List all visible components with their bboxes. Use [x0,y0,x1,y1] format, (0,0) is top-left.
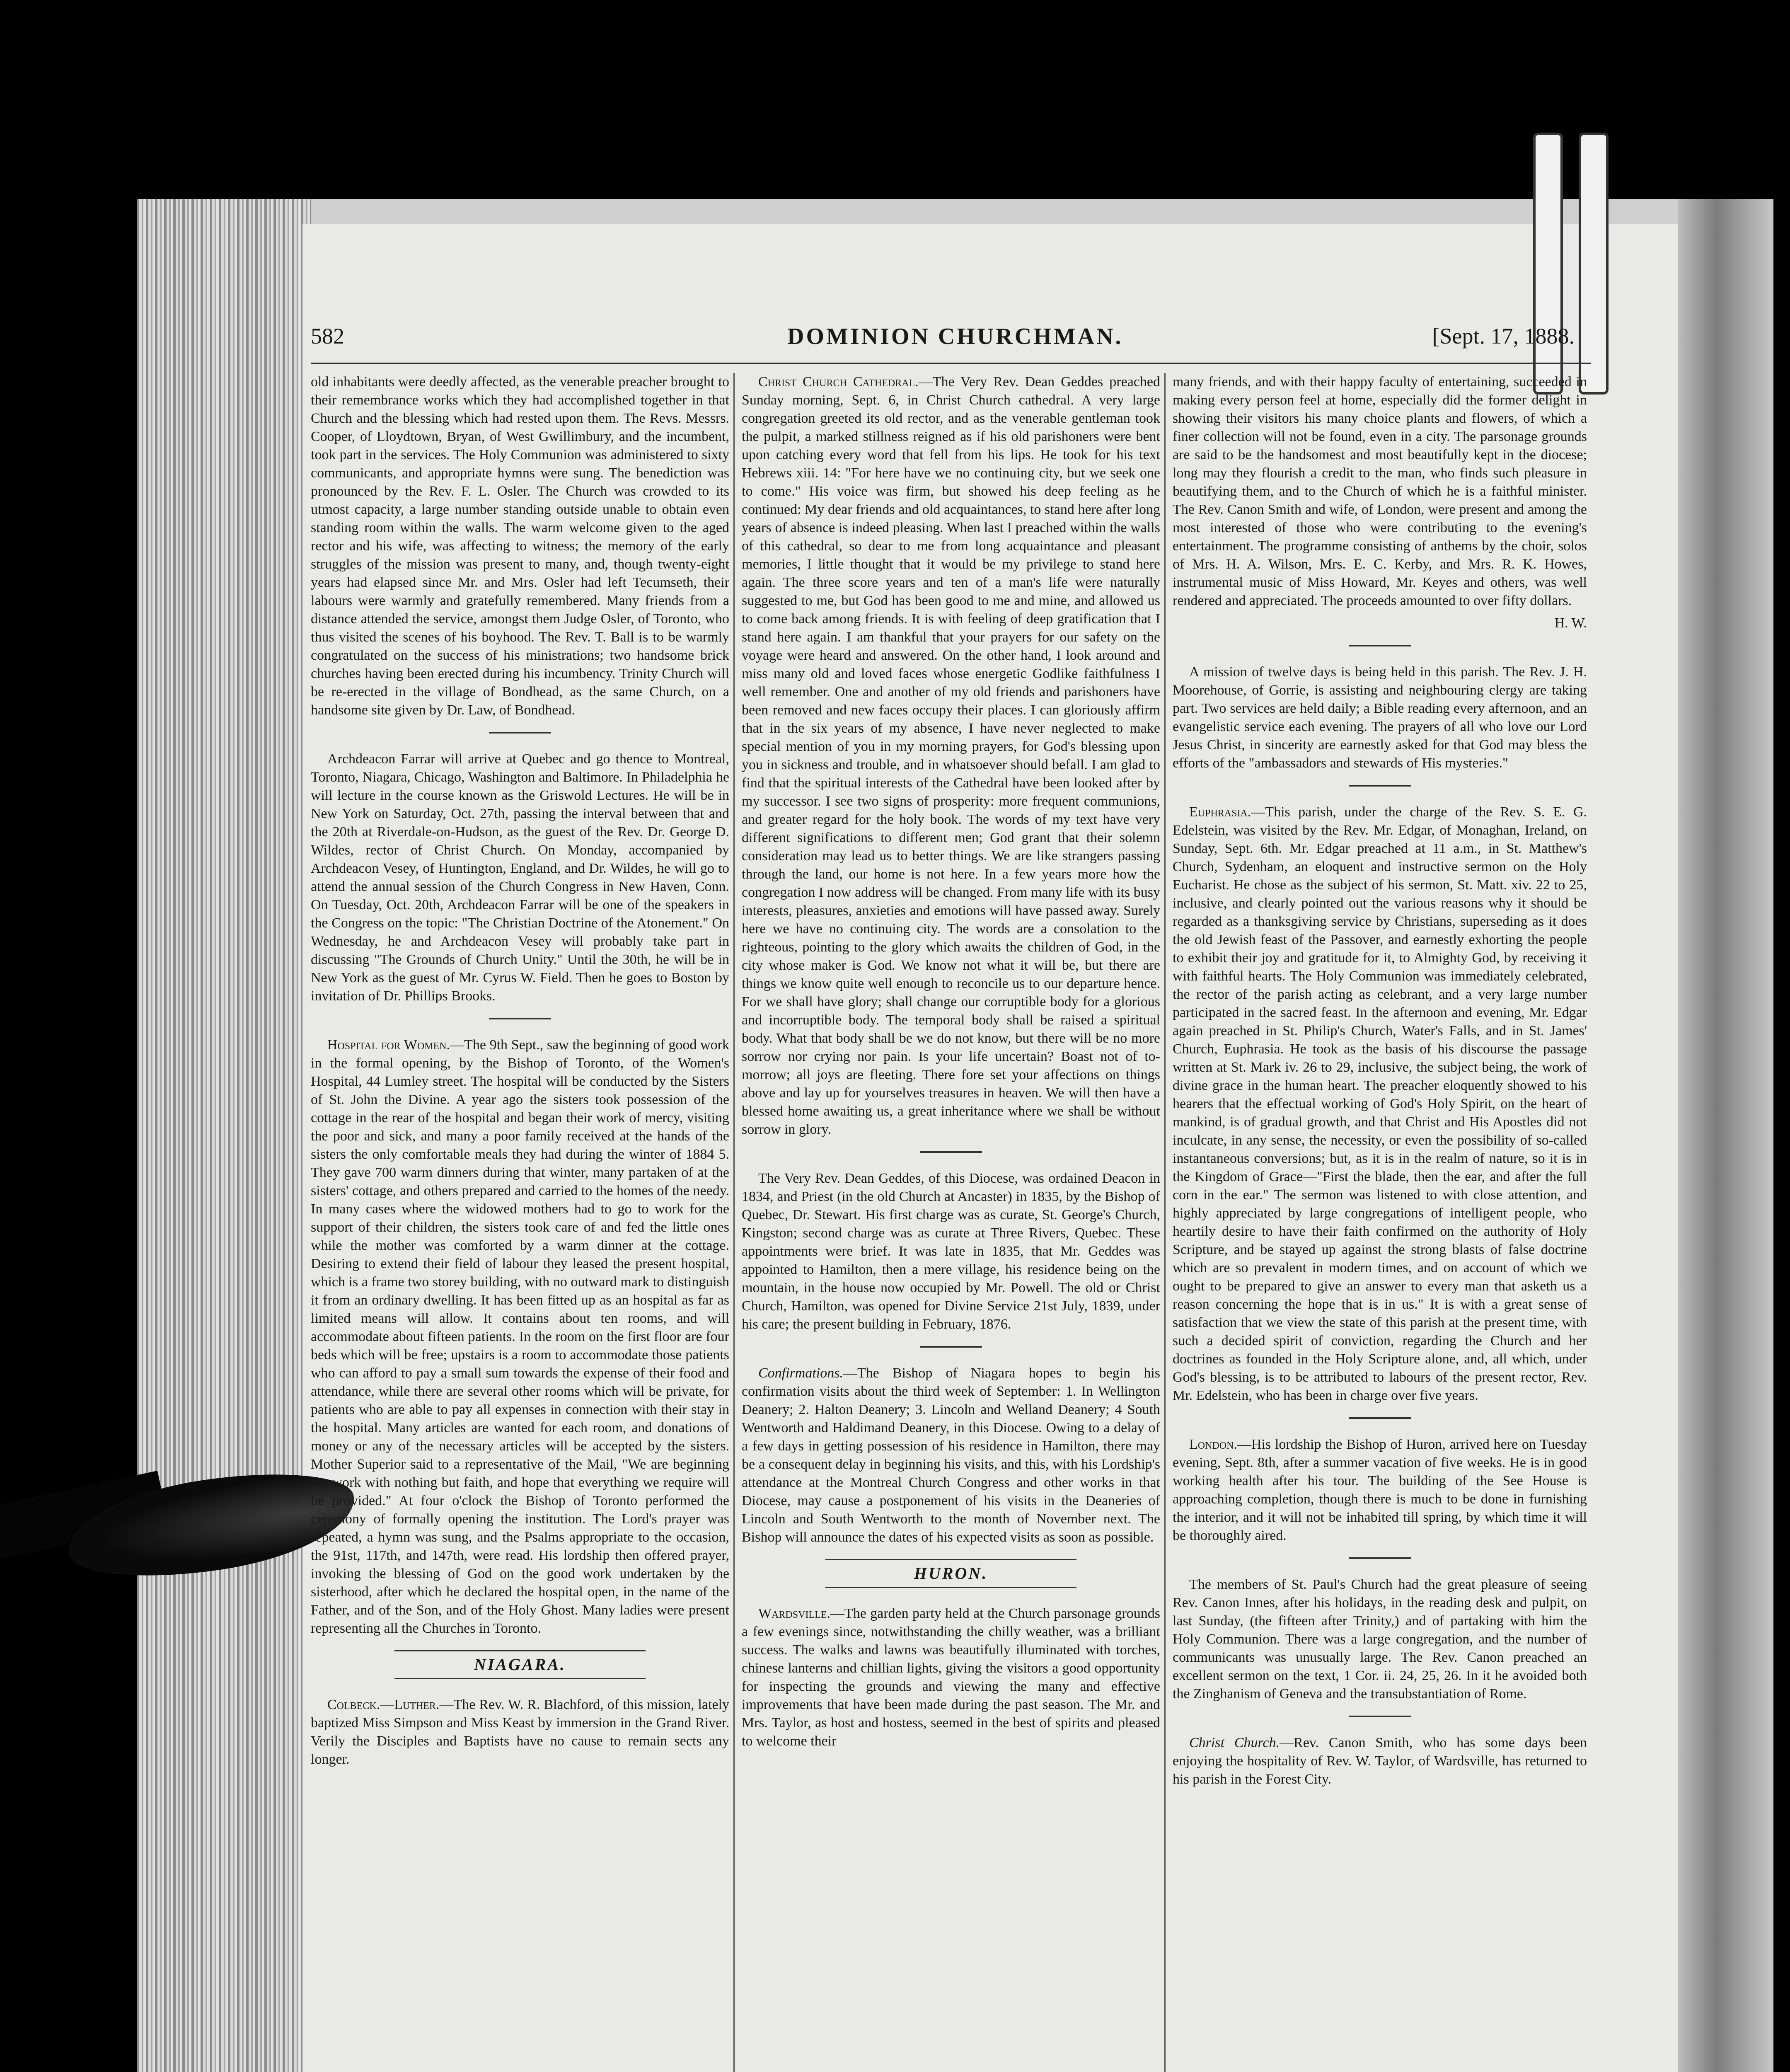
column-2 [742,373,1160,1763]
article-lead: Christ Church. [1189,1735,1280,1750]
separator [920,1346,982,1348]
article-lead: Confirmations. [758,1365,843,1381]
separator [1349,1716,1411,1717]
separator [1349,1557,1411,1559]
separator [1349,1417,1411,1419]
signature: H. W. [1554,615,1587,631]
article-lead: London. [1189,1437,1237,1452]
article-lead: Christ Church Cathedral. [758,374,919,390]
article-paragraph [742,1605,1160,1750]
article-paragraph [1173,1435,1587,1545]
article-paragraph: The members of St. Paul's Church had the great pleasure of seeing Rev. Canon Innes, after his holidays, in the reading desk and pulpit, on last Sunday, (the fifteen after Trinity,) and of partaking with him the Holy Communion. There was a large congregation, and the number of communicants was unusually large. The Rev. Canon preached an excellent sermon on the text, 1 Cor. ii. 24, 25, 26. In it he avoided both the Zinghanism of Geneva and the transubstantiation of Rome. [1173,1577,1587,1702]
article-body: —The garden party held at the Church parsonage grounds a few evenings since, notwithstanding the chilly weather, was a brilliant success. The walks and lawns was beautifully illuminated with torches, chinese lanterns and chillian lights, giving the visitors a good opportunity for inspecting the grounds and viewing the many and effective improvements that have been made during the past season. The Mr. and Mrs. Taylor, as host and hostess, seemed in the best of spirits and pleased to welcome their [742,1606,1160,1749]
article-body: —The Very Rev. Dean Geddes preached Sunday morning, Sept. 6, in Christ Church cathedral. A very large congregation greeted its old rector, and as the venerable gentleman took the pulpit, a marked stillness reigned as if his old parishoners were bent upon catching every word that fell from his lips. He took for his text Hebrews xiii. 14: "For here have we no continuing city, but we seek one to come." His voice was firm, but showed his deep feeling as he continued: My dear friends and old acquaintances, to stand here after long years of absence is indeed pleasing. When last I preached within the walls of this cathedral, so dear to me from long acquaintance and pleasant memories, I little thought that it would be my privilege to stand here again. The three score years and ten of a man's life were naturally suggested to me, but God has been good to me and mine, and allowed us to come back among friends. It is with feeling of deep gratification that I stand here again. I am thankful that your prayers for our safety on the voyage were heard and answered. On the other hand, I look around and miss many old and loved faces whose energetic Godlike faithfulness I well remember. One and another of my old friends and parishoners have been removed and new faces occupy their places. I can gloriously affirm that in the six years of my absence, I have never neglected to make special mention of you in my morning prayers, for God's blessing upon you in sickness and trouble, and in whatsoever should befall. I am glad to find that the spiritual interests of the Cathedral have been looked after by my successor. I see two signs of prosperity: more frequent communions, and greater regard for the holy book. The words of my text have very different significations to different men; God grant that their solemn consideration may lead us to better things. We are like strangers passing through the land, our home is not here. In a few years more how the congregation I now address will be changed. From many life with its busy interests, pleasures, anxieties and emotions will have passed away. Surely here we have no continuing city. The words are a consolation to the righteous, pointing to the glory which awaits the children of God, in the city whose maker is God. We know not what it will be, but there are things we know quite well enough to reconcile us to our departure hence. For we shall have glory; shall change our corruptible body for a glorious and incorruptible body. The temporal body shall be raised a spiritual body. What that body shall be we do not know, but there will be no more sorrow nor crying nor pain. Is your life uncertain? Boast not of to-morrow; all joys are fleeting. There fore set your affections on things above and lay up for yourselves treasures in heaven. We will then have a blessed home awaiting us, a great inheritance where we shall be without sorrow in glory. [742,374,1160,1137]
page-header [311,323,1575,369]
masthead: DOMINION CHURCHMAN. [787,324,1123,349]
page-number: 582 [311,324,344,349]
separator [1349,785,1411,787]
article-paragraph [311,1036,729,1638]
article-paragraph [311,1696,729,1769]
header-rule [311,363,1591,364]
article-paragraph: Archdeacon Farrar will arrive at Quebec and go thence to Montreal, Toronto, Niagara, Chicago, Washington and Baltimore. In Philadelphia he will lecture in the course known as the Griswold Lectures. He will be in New York on Saturday, Oct. 27th, passing the interval between that and the 20th at Riverdale-on-Hudson, as the guest of the Rev. Dr. George D. Wildes, rector of Christ Church. On Monday, accompanied by Archdeacon Vesey, of Huntington, England, and Dr. Wildes, he will go to attend the annual session of the Church Congress in New Haven, Conn. On Tuesday, Oct. 20th, Archdeacon Farrar will be one of the speakers in the Congress on the topic: "The Christian Doctrine of the Atonement." On Wednesday, he and Archdeacon Vesey will probably take part in discussing "The Grounds of Church Unity." Until the 30th, he will be in New York as the guest of Mr. Cyrus W. Field. Then he goes to Boston by invitation of Dr. Phillips Brooks. [311,751,729,1004]
article-lead: Wardsville. [758,1606,830,1621]
article-lead: Colbeck.—Luther. [327,1697,440,1712]
page-content [137,199,1773,2072]
separator [489,1018,551,1019]
column-rule [1164,373,1166,2072]
article-paragraph: old inhabitants were deedly affected, as the venerable preacher brought to their remembrance works which they had accomplished together in that Church and the blessing which had rested upon them. The Revs. Messrs. Cooper, of Lloydtown, Bryan, of West Gwillimbury, and the incumbent, took part in the services. The Holy Communion was administered to sixty communicants, and appropriate hymns were sung. The benediction was pronounced by the Rev. F. L. Osler. The Church was crowded to its utmost capacity, a large number standing outside unable to obtain even standing room within the walls. The warm welcome given to the aged rector and his wife, was affecting to witness; the memory of the early struggles of the mission was present to many, and, though twenty-eight years had elapsed since Mr. and Mrs. Osler had left Tecumseth, their labours were warmly and gratefully remembered. Many friends from a distance attended the service, amongst them Judge Osler, of Toronto, who thus visited the scenes of his boyhood. The Rev. T. Ball is to be warmly congratulated on the success of his ministrations; two handsome brick churches having been erected during his incumbency. Trinity Church will be re-erected in the village of Bondhead, as the same Church, on a handsome site given by Dr. Law, of Bondhead. [311,374,729,718]
article-lead: Euphrasia. [1189,804,1251,820]
section-heading: HURON. [825,1559,1076,1588]
article-body: —Rev. Canon Smith, who has some days been enjoying the hospitality of Rev. W. Taylor, of Wardsville, has returned to his parish in the Forest City. [1173,1735,1587,1787]
article-paragraph: A mission of twelve days is being held in this parish. The Rev. J. H. Moorehouse, of Gorrie, is assisting and neighbouring clergy are taking part. Two services are held daily; a Bible reading every afternoon, and an evangelistic service each evening. The prayers of all who love our Lord Jesus Christ, in sincerity are earnestly asked for that God may bless the efforts of the "ambassadors and stewards of His mysteries." [1173,664,1587,771]
article-lead: Hospital for Women. [327,1037,450,1053]
article-body: —The Bishop of Niagara hopes to begin his confirmation visits about the third week of September: 1. In Wellington Deanery; 2. Halton Deanery; 3. Lincoln and Welland Deanery; 4 South Wentworth and Haldimand Deanery, in this Diocese. Owing to a delay of a few days in getting possession of his residence in Hamilton, there may be a consequent delay in beginning his visits, and this, with his Lordship's attendance at the Montreal Church Congress and other works in that Diocese, may cause a postponement of his visits in the Deaneries of Lincoln and South Wentworth to the month of November next. The Bishop will announce the dates of his expected visits as soon as possible. [742,1365,1160,1545]
column-rule [733,373,735,2072]
article-paragraph [1173,803,1587,1405]
column-3 [1173,373,1587,1801]
article-body: —This parish, under the charge of the Rev. S. E. G. Edelstein, was visited by the Rev. Mr. Edgar, of Monaghan, Ireland, on Sunday, Sept. 6th. Mr. Edgar preached at 11 a.m., in St. Matthew's Church, Sydenham, an eloquent and instructive sermon on the Holy Eucharist. He chose as the subject of his sermon, St. Matt. xiv. 22 to 25, inclusive, and clearly pointed out the various reasons why it should be regarded as a thanksgiving service by Christians, superseding as it does the old Jewish feast of the Passover, and earnestly exhorting the people to exhibit their joy and gratitude for it, to Almighty God, by receiving it with faithful hearts. The Holy Communion was immediately celebrated, the rector of the parish acting as celebrant, and a very large number participated in the sacred feast. In the afternoon and evening, Mr. Edgar again preached in St. Philip's Church, Water's Falls, and in St. James' Church, Euphrasia. He took as the basis of his discourse the passage written at St. Mark iv. 26 to 29, inclusive, the subject being, the work of divine grace in the human heart. The preacher eloquently showed to his hearers that the effectual working of God's Holy Spirit, on the heart of mankind, is of gradual growth, and that Christ and His Apostles did not inculcate, in any sense, the necessity, or even the possibility of so-called instantaneous conversions; but, as it is in the realm of nature, so it is in the Kingdom of Grace—"First the blade, then the ear, and after the full corn in the ear." The sermon was listened to with close attention, and highly appreciated by large congregations of intelligent people, who heartily desire to have their faith confirmed on the authority of Holy Scripture, and be stayed up against the strong blasts of false doctrine which are so prevalent in modern times, and on account of which we ought to be prepared to give an answer to every man that asketh us a reason concerning the hope that is in us." It is with a great sense of satisfaction that we view the state of this parish at the present time, with such a decided spirit of conviction, regarding the Church and her doctrines as founded in the Holy Scripture alone, and, all which, under God's blessing, is to be attributed to labours of the present rector, Rev. Mr. Edelstein, who has been in charge over five years. [1173,804,1587,1403]
section-heading: NIAGARA. [394,1650,646,1679]
article-body: —The 9th Sept., saw the beginning of good work in the formal opening, by the Bishop of Toronto, of the Women's Hospital, 44 Lumley street. The hospital will be conducted by the Sisters of St. John the Divine. A year ago the sisters took possession of the cottage in the rear of the hospital and began their work of mercy, visiting the poor and sick, and many a poor family received at the hands of the sisters the only comfortable meals they had during the winter of 1884 5. They gave 700 warm dinners during that winter, many partaken of at the sisters' cottage, and others prepared and carried to the homes of the needy. In many cases where the widowed mothers had to go to work for the support of their children, the sisters took care of and fed the little ones while the mother was comforted by a warm dinner at the cottage. Desiring to extend their field of labour they leased the present hospital, which is a frame two storey building, with no outward mark to distinguish it from an ordinary dwelling. It has been fitted up as an hospital as far as limited means will allow. It contains about ten rooms, and will accommodate about fifteen patients. In the room on the first floor are four beds which will be free; upstairs is a room to accommodate those patients who can afford to pay a small sum towards the expense of their food and attendance, while there are several other rooms which will be private, for patients who are able to pay all expenses in connection with their stay in the hospital. Many articles are wanted for each room, and donations of money or any of the necessary articles will be accepted by the sisters. Mother Superior said to a representative of the Mail, "We are beginning the work with nothing but faith, and hope that everything we require will be provided." At four o'clock the Bishop of Toronto performed the ceremony of formally opening the institution. The Lord's prayer was repeated, a hymn was sung, and the Psalms appropriate to the occasion, the 91st, 117th, and 147th, were read. His lordship then offered prayer, invoking the blessing of God on the good work undertaken by the sisterhood, after which he declared the hospital open, in the name of the Father, and of the Son, and of the Holy Ghost. Many ladies were present representing all the Churches in Toronto. [311,1037,729,1636]
article-paragraph [742,373,1160,1139]
article-paragraph: The Very Rev. Dean Geddes, of this Diocese, was ordained Deacon in 1834, and Priest (in the old Church at Ancaster) in 1835, by the Bishop of Quebec, Dr. Stewart. His first charge was as curate, St. George's Church, Kingston; second charge was as curate at Three Rivers, Quebec. These appointments were brief. It was late in 1835, that Mr. Geddes was appointed to Hamilton, then a mere village, his residence being on the mountain, in the house now occupied by Mr. Powell. The old or Christ Church, Hamilton, was opened for Divine Service 21st July, 1839, under his care; the present building in February, 1876. [742,1171,1160,1332]
article-paragraph [742,1364,1160,1547]
separator [1349,645,1411,646]
separator [489,732,551,733]
article-body: —The Rev. W. R. Blachford, of this mission, lately baptized Miss Simpson and Miss Keast by immersion in the Grand River. Verily the Disciples and Baptists have no cause to remain sects any longer. [311,1697,729,1767]
article-paragraph [1173,1734,1587,1789]
article-body: —His lordship the Bishop of Huron, arrived here on Tuesday evening, Sept. 8th, after a summer vacation of five weeks. He is in good working health after his tour. The building of the See House is approaching completion, though there is much to be done in furnishing the interior, and it will not be inhabited till spring, by which time it will be thoroughly aired. [1173,1437,1587,1543]
separator [920,1151,982,1153]
column-1 [311,373,729,1781]
article-paragraph: many friends, and with their happy faculty of entertaining, succeeded in making every person feel at home, especially did the former delight in showing their visitors his many choice plants and flowers, of which a finer collection will not be found, even in a city. The parsonage grounds are said to be the handsomest and most beautifully kept in the diocese; long may they flourish a credit to the man, who finds such pleasure in beautifying them, and to the Church of which he is a faithful minister. The Rev. Canon Smith and wife, of London, were present and among the most interested of those who were contributing to the evening's entertainment. The programme consisting of anthems by the choir, solos of Mrs. H. A. Wilson, Mrs. E. C. Kerby, and Mrs. R. K. Howes, instrumental music of Miss Howard, Mr. Keyes and others, was well rendered and appreciated. The proceeds amounted to over fifty dollars. [1173,374,1587,608]
issue-date: [Sept. 17, 1888. [1432,324,1575,349]
